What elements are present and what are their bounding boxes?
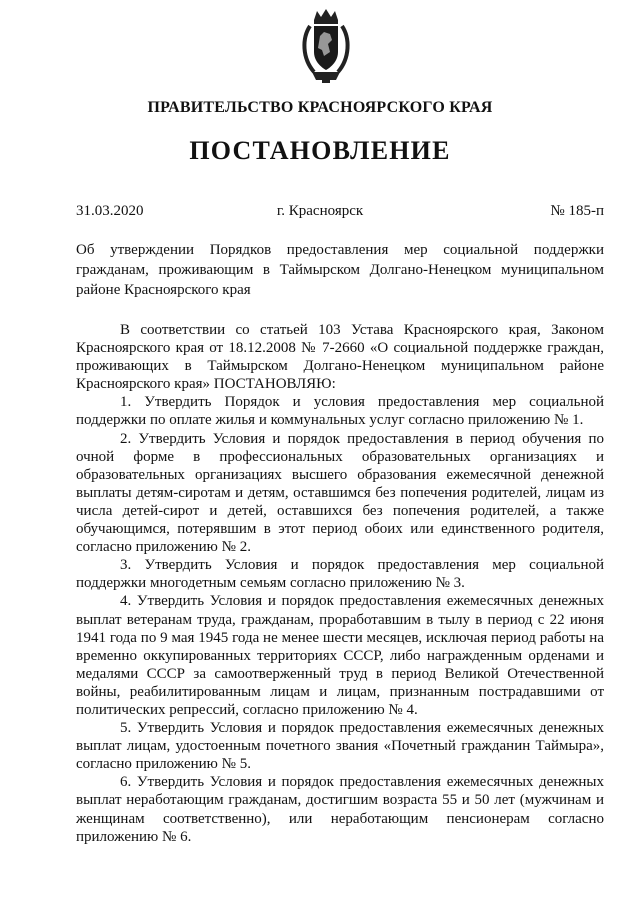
document-date: 31.03.2020 <box>76 203 144 219</box>
government-title: ПРАВИТЕЛЬСТВО КРАСНОЯРСКОГО КРАЯ <box>147 99 493 116</box>
document-number: № 185-п <box>550 203 604 219</box>
clause-paragraph: 5. Утвердить Условия и порядок предоставления ежемесячных денежных выплат лицам, удостоенным почетного звания «Почетный гражданин Таймыра», согласно приложению № 5. <box>76 720 604 773</box>
coat-of-arms-emblem <box>300 6 352 84</box>
clause-paragraph: 6. Утвердить Условия и порядок предоставления ежемесячных денежных выплат неработающим гражданам, достигшим возраста 55 и 50 лет (мужчинам и женщинам соответственно), или неработающим пенсионерам согласно приложению № 6. <box>76 774 604 845</box>
clause-paragraph: 3. Утвердить Условия и порядок предоставления мер социальной поддержки многодетным семьям согласно приложению № 3. <box>76 557 604 592</box>
document-body <box>76 321 604 846</box>
clause-paragraph: 2. Утвердить Условия и порядок предоставления в период обучения по очной форме в профессиональных образовательных организациях и образовательных организациях высшего образования ежемесячной денежной выплаты детям-сиротам и детям, оставшимся без попечения родителей, лицам из числа детей-сирот и детей, оставшихся без попечения родителей, а также обучающимся, потерявшим в этот период обоих или единственного родителя, согласно приложению № 2. <box>76 430 604 556</box>
clause-paragraph: 4. Утвердить Условия и порядок предоставления ежемесячных денежных выплат ветеранам труда, гражданам, проработавшим в тылу в период с 22 июня 1941 года по 9 мая 1945 года не менее шести месяцев, исключая период работы на временно оккупированных территориях СССР, либо награжденным орденами и медалями СССР за самоотверженный труд в период Великой Отечественной войны, реабилитированным лицам и лицам, признанным пострадавшими от политических репрессий, согласно приложению № 4. <box>76 593 604 718</box>
document-city: г. Красноярск <box>276 203 364 219</box>
clause-paragraph: 1. Утвердить Порядок и условия предоставления мер социальной поддержки по оплате жилья и коммунальных услуг согласно приложению № 1. <box>76 394 604 429</box>
document-kind-title: ПОСТАНОВЛЕНИЕ <box>189 136 451 165</box>
preamble-paragraph: В соответствии со статьей 103 Устава Красноярского края, Законом Красноярского края от 18.12.2008 № 7-2660 «О социальной поддержке граждан, проживающих в Таймырском Долгано-Ненецком муниципальном районе Красноярского края» ПОСТАНОВЛЯЮ: <box>76 322 604 393</box>
document-subject: Об утверждении Порядков предоставления мер социальной поддержки гражданам, проживающим в Таймырском Долгано-Ненецком муниципальном районе Красноярского края <box>76 242 604 298</box>
